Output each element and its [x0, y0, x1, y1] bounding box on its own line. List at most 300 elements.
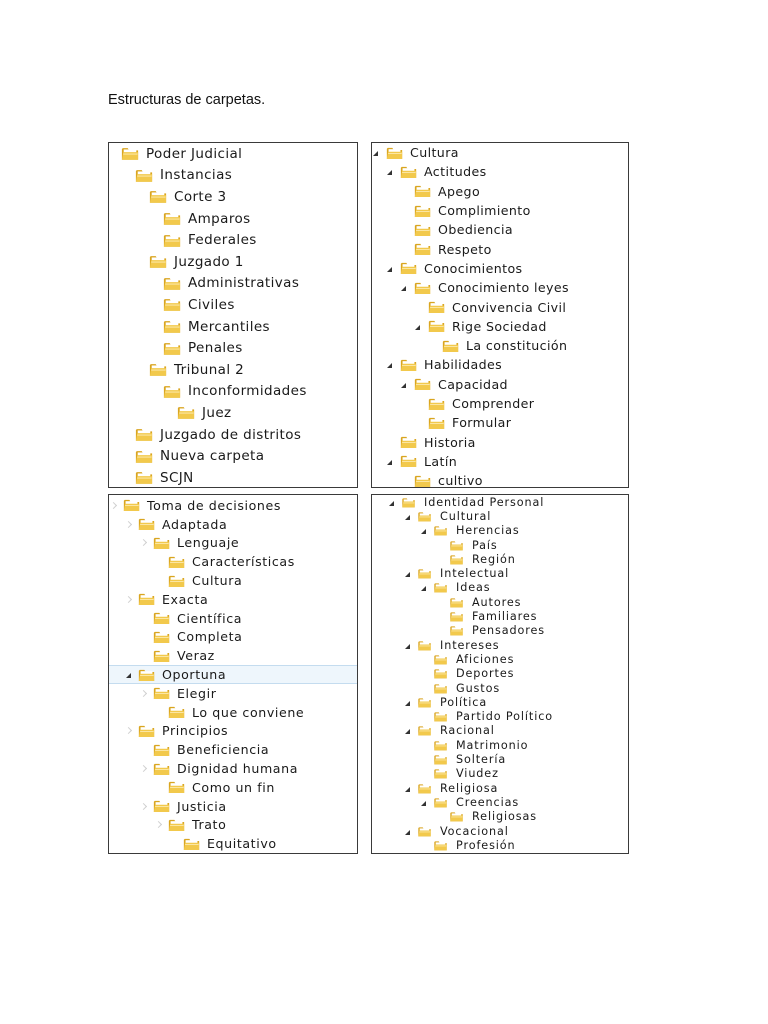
folder-icon: [400, 358, 417, 372]
arrow-spacer: [415, 305, 420, 310]
tree-item[interactable]: [109, 703, 357, 722]
tree-item[interactable]: [109, 359, 357, 381]
folder-icon-wrap: [168, 818, 185, 832]
folder-icon: [414, 242, 431, 256]
expand-arrow-icon[interactable]: [155, 821, 162, 828]
folder-icon: [149, 254, 167, 269]
folder-icon-wrap: [168, 780, 185, 794]
folder-icon: [168, 574, 185, 588]
expand-arrow-icon[interactable]: [125, 727, 132, 734]
folder-icon-wrap: [448, 597, 465, 608]
tree-item-label: Tribunal 2: [174, 361, 245, 378]
arrow-spacer: [171, 841, 176, 846]
tree-item[interactable]: [372, 375, 628, 394]
tree-item-label: Como un fin: [192, 779, 275, 795]
folder-icon: [168, 780, 185, 794]
tree-panel-poder-judicial: [108, 142, 358, 488]
tree-item[interactable]: [372, 259, 628, 278]
tree-item-label: Política: [440, 695, 488, 709]
folder-icon: [153, 762, 170, 776]
arrow-spacer: [401, 189, 406, 194]
folder-icon-wrap: [428, 300, 445, 314]
folder-icon: [138, 724, 155, 738]
tree-item-label: País: [472, 538, 498, 552]
tree-item-label: Veraz: [177, 648, 215, 664]
collapse-arrow-icon[interactable]: [387, 267, 392, 272]
tree-panel-identidad-personal: [371, 494, 629, 854]
folder-icon: [400, 261, 417, 275]
folder-icon-wrap: [168, 555, 185, 569]
tree-item[interactable]: [372, 240, 628, 259]
tree-item[interactable]: [109, 740, 357, 759]
tree-item-label: Respeto: [438, 241, 492, 257]
tree-item-label: Partido Político: [456, 710, 553, 724]
tree-item[interactable]: [109, 797, 357, 816]
folder-icon: [414, 223, 431, 237]
tree-item-label: Rige Sociedad: [452, 318, 547, 334]
arrow-spacer: [437, 600, 442, 605]
tree-item[interactable]: [109, 646, 357, 665]
folder-icon: [138, 668, 155, 682]
arrow-spacer: [141, 634, 146, 639]
folder-icon-wrap: [416, 511, 433, 522]
collapse-arrow-icon[interactable]: [421, 801, 426, 806]
tree-item-label: Complimiento: [438, 203, 531, 219]
collapse-arrow-icon[interactable]: [389, 501, 394, 506]
folder-icon: [400, 454, 417, 468]
tree-item[interactable]: [372, 297, 628, 316]
tree-item-label: Mercantiles: [188, 318, 270, 335]
folder-icon: [153, 536, 170, 550]
folder-icon: [428, 300, 445, 314]
folder-icon: [168, 818, 185, 832]
folder-icon: [400, 165, 417, 179]
tree-item[interactable]: [109, 273, 357, 295]
folder-icon-wrap: [432, 525, 449, 536]
folder-icon: [432, 525, 449, 536]
tree-item[interactable]: [372, 162, 628, 181]
tree-item-label: Pensadores: [472, 624, 546, 638]
collapse-arrow-icon[interactable]: [387, 170, 392, 175]
arrow-spacer: [156, 785, 161, 790]
folder-icon-wrap: [414, 242, 431, 256]
folder-icon-wrap: [442, 339, 459, 353]
tree-item-label: Convivencia Civil: [452, 299, 567, 315]
tree-panel-cultura: [371, 142, 629, 488]
folder-icon: [400, 435, 417, 449]
tree-item-label: Amparos: [188, 210, 251, 227]
tree-item[interactable]: [109, 778, 357, 797]
tree-item[interactable]: [109, 816, 357, 835]
folder-icon-wrap: [149, 254, 167, 269]
tree-item-label: Apego: [438, 183, 481, 199]
collapse-arrow-icon[interactable]: [405, 830, 410, 835]
tree-item-label: Ideas: [456, 581, 491, 595]
folder-icon-wrap: [153, 649, 170, 663]
folder-icon-wrap: [448, 811, 465, 822]
folder-icon: [163, 233, 181, 248]
tree-item-label: Racional: [440, 724, 495, 738]
folder-icon-wrap: [432, 711, 449, 722]
tree-item[interactable]: [109, 571, 357, 590]
tree-item[interactable]: [109, 665, 357, 684]
folder-icon: [168, 555, 185, 569]
arrow-spacer: [437, 628, 442, 633]
tree-item[interactable]: [109, 552, 357, 571]
tree-item[interactable]: [109, 467, 357, 488]
collapse-arrow-icon[interactable]: [401, 286, 406, 291]
tree-item-label: Región: [472, 552, 516, 566]
folder-icon-wrap: [448, 540, 465, 551]
folder-icon: [414, 184, 431, 198]
collapse-arrow-icon[interactable]: [387, 363, 392, 368]
tree-item-label: Religiosas: [472, 810, 537, 824]
folder-icon: [428, 416, 445, 430]
folder-icon: [163, 297, 181, 312]
folder-icon: [448, 625, 465, 636]
folder-icon-wrap: [153, 536, 170, 550]
tree-item-label: Cultura: [192, 573, 243, 589]
tree-item-label: Profesión: [456, 838, 516, 852]
tree-item-label: Poder Judicial: [146, 145, 243, 162]
tree-item-label: cultivo: [438, 473, 483, 488]
tree-item-label: Familiares: [472, 610, 538, 624]
folder-icon-wrap: [432, 797, 449, 808]
folder-icon-wrap: [432, 740, 449, 751]
folder-icon-wrap: [416, 783, 433, 794]
tree-item-label: Matrimonio: [456, 738, 529, 752]
tree-item[interactable]: [109, 251, 357, 273]
tree-item[interactable]: [109, 534, 357, 553]
tree-item[interactable]: [372, 738, 628, 752]
tree-item-label: Administrativas: [188, 275, 300, 292]
tree-item-label: Juez: [202, 404, 232, 421]
collapse-arrow-icon[interactable]: [415, 325, 420, 330]
collapse-arrow-icon[interactable]: [373, 151, 378, 156]
tree-item[interactable]: [372, 394, 628, 413]
tree-item[interactable]: [372, 182, 628, 201]
tree-item-label: Beneficiencia: [177, 742, 270, 758]
tree-item[interactable]: [372, 795, 628, 809]
folder-icon: [432, 768, 449, 779]
tree-item[interactable]: [372, 413, 628, 432]
tree-item-label: Habilidades: [424, 357, 503, 373]
folder-icon: [432, 740, 449, 751]
arrow-spacer: [421, 657, 426, 662]
folder-icon-wrap: [135, 168, 153, 183]
tree-item[interactable]: [372, 695, 628, 709]
tree-item-label: Juzgado 1: [174, 253, 244, 270]
folder-icon: [168, 705, 185, 719]
tree-item[interactable]: [109, 590, 357, 609]
arrow-spacer: [141, 616, 146, 621]
folder-icon: [135, 168, 153, 183]
tree-item-label: Lenguaje: [177, 535, 240, 551]
folder-icon-wrap: [153, 611, 170, 625]
folder-icon: [163, 276, 181, 291]
folder-icon: [123, 498, 140, 512]
tree-item[interactable]: [372, 752, 628, 766]
folder-icon-wrap: [135, 449, 153, 464]
arrow-spacer: [415, 401, 420, 406]
tree-item-label: Exacta: [162, 591, 209, 607]
tree-item-label: Dignidad humana: [177, 761, 299, 777]
collapse-arrow-icon[interactable]: [405, 729, 410, 734]
folder-icon: [432, 668, 449, 679]
folder-icon-wrap: [414, 204, 431, 218]
tree-item[interactable]: [372, 624, 628, 638]
tree-item[interactable]: [372, 838, 628, 852]
tree-item[interactable]: [109, 722, 357, 741]
expand-arrow-icon[interactable]: [125, 596, 132, 603]
folder-icon: [416, 697, 433, 708]
tree-item[interactable]: [372, 538, 628, 552]
tree-item[interactable]: [372, 638, 628, 652]
folder-icon: [428, 397, 445, 411]
folder-icon: [416, 826, 433, 837]
expand-arrow-icon[interactable]: [140, 539, 147, 546]
folder-icon: [442, 339, 459, 353]
folder-icon-wrap: [432, 582, 449, 593]
tree-item[interactable]: [109, 424, 357, 446]
tree-item[interactable]: [109, 445, 357, 467]
tree-item[interactable]: [372, 471, 628, 488]
folder-icon-wrap: [400, 358, 417, 372]
tree-item[interactable]: [109, 628, 357, 647]
tree-item[interactable]: [372, 452, 628, 471]
folder-icon-wrap: [414, 474, 431, 488]
folder-icon-wrap: [400, 497, 417, 508]
folder-icon: [448, 554, 465, 565]
tree-item[interactable]: [109, 402, 357, 424]
tree-item[interactable]: [372, 495, 628, 509]
collapse-arrow-icon[interactable]: [126, 673, 131, 678]
collapse-arrow-icon[interactable]: [405, 787, 410, 792]
folder-icon: [135, 470, 153, 485]
tree-item-label: Nueva carpeta: [160, 448, 265, 465]
tree-item[interactable]: [372, 767, 628, 781]
folder-icon-wrap: [138, 517, 155, 531]
folder-icon-wrap: [163, 233, 181, 248]
folder-icon-wrap: [416, 725, 433, 736]
folder-icon: [138, 592, 155, 606]
folder-icon-wrap: [153, 799, 170, 813]
tree-item-label: Herencias: [456, 524, 520, 538]
tree-item[interactable]: [372, 781, 628, 795]
folder-icon-wrap: [416, 640, 433, 651]
tree-item[interactable]: [372, 652, 628, 666]
arrow-spacer: [421, 757, 426, 762]
folder-icon: [153, 649, 170, 663]
collapse-arrow-icon[interactable]: [421, 529, 426, 534]
arrow-spacer: [437, 614, 442, 619]
tree-item[interactable]: [372, 433, 628, 452]
folder-icon-wrap: [135, 470, 153, 485]
tree-item-label: Lo que conviene: [192, 704, 305, 720]
folder-icon-wrap: [163, 211, 181, 226]
folder-icon-wrap: [149, 189, 167, 204]
folder-icon-wrap: [163, 297, 181, 312]
collapse-arrow-icon[interactable]: [387, 460, 392, 465]
tree-item-label: SCJN: [160, 469, 194, 486]
tree-item[interactable]: [372, 524, 628, 538]
folder-icon-wrap: [163, 276, 181, 291]
folder-icon-wrap: [163, 341, 181, 356]
tree-item[interactable]: [372, 810, 628, 824]
folder-icon: [414, 377, 431, 391]
arrow-spacer: [421, 686, 426, 691]
folder-icon-wrap: [448, 625, 465, 636]
folder-icon: [416, 783, 433, 794]
folder-icon-wrap: [138, 668, 155, 682]
folder-icon-wrap: [448, 554, 465, 565]
tree-item[interactable]: [109, 759, 357, 778]
folder-icon-wrap: [432, 683, 449, 694]
tree-item[interactable]: [109, 381, 357, 403]
tree-item-label: Conocimientos: [424, 260, 523, 276]
folder-icon-wrap: [432, 654, 449, 665]
expand-arrow-icon[interactable]: [140, 690, 147, 697]
collapse-arrow-icon[interactable]: [405, 644, 410, 649]
folder-icon: [153, 799, 170, 813]
expand-arrow-icon[interactable]: [125, 521, 132, 528]
arrow-spacer: [437, 814, 442, 819]
tree-item-label: Actitudes: [424, 164, 487, 180]
expand-arrow-icon[interactable]: [140, 765, 147, 772]
folder-icon: [414, 281, 431, 295]
folder-icon-wrap: [121, 146, 139, 161]
tree-item-label: Corte 3: [174, 188, 227, 205]
tree-item-label: Intelectual: [440, 567, 510, 581]
collapse-arrow-icon[interactable]: [405, 515, 410, 520]
folder-icon-wrap: [138, 724, 155, 738]
tree-item[interactable]: [372, 595, 628, 609]
folder-icon: [163, 341, 181, 356]
folder-icon: [153, 611, 170, 625]
tree-item-label: Federales: [188, 232, 257, 249]
tree-item[interactable]: [372, 201, 628, 220]
folder-icon: [432, 711, 449, 722]
page-heading: Estructuras de carpetas.: [108, 92, 266, 108]
folder-icon-wrap: [400, 261, 417, 275]
tree-item-label: Deportes: [456, 667, 515, 681]
tree-item[interactable]: [372, 567, 628, 581]
folder-icon-wrap: [163, 384, 181, 399]
folder-icon: [163, 211, 181, 226]
tree-item-label: Gustos: [456, 681, 501, 695]
tree-item[interactable]: [109, 609, 357, 628]
folder-icon-wrap: [432, 840, 449, 851]
arrow-spacer: [401, 478, 406, 483]
tree-item[interactable]: [109, 684, 357, 703]
tree-item[interactable]: [372, 355, 628, 374]
collapse-arrow-icon[interactable]: [401, 383, 406, 388]
collapse-arrow-icon[interactable]: [405, 701, 410, 706]
tree-item-label: Capacidad: [438, 376, 508, 392]
folder-icon: [163, 319, 181, 334]
folder-icon-wrap: [168, 574, 185, 588]
tree-item[interactable]: [372, 609, 628, 623]
arrow-spacer: [156, 578, 161, 583]
folder-icon: [448, 597, 465, 608]
expand-arrow-icon[interactable]: [110, 502, 117, 509]
collapse-arrow-icon[interactable]: [421, 586, 426, 591]
tree-item[interactable]: [109, 143, 357, 165]
tree-item-label: Oportuna: [162, 667, 227, 683]
folder-icon-wrap: [153, 762, 170, 776]
tree-item-label: Adaptada: [162, 516, 228, 532]
folder-icon-wrap: [432, 768, 449, 779]
arrow-spacer: [387, 440, 392, 445]
tree-item[interactable]: [372, 724, 628, 738]
folder-icon: [416, 568, 433, 579]
tree-item[interactable]: [109, 165, 357, 187]
tree-item[interactable]: [109, 229, 357, 251]
tree-item[interactable]: [372, 552, 628, 566]
tree-item[interactable]: [109, 294, 357, 316]
tree-item[interactable]: [109, 337, 357, 359]
folder-icon: [448, 811, 465, 822]
folder-icon: [400, 497, 417, 508]
folder-icon-wrap: [183, 837, 200, 851]
collapse-arrow-icon[interactable]: [405, 572, 410, 577]
tree-item[interactable]: [372, 509, 628, 523]
tree-item[interactable]: [372, 824, 628, 838]
tree-item[interactable]: [372, 317, 628, 336]
arrow-spacer: [141, 653, 146, 658]
folder-icon-wrap: [428, 319, 445, 333]
tree-panel-toma-de-decisiones: [108, 494, 358, 854]
tree-item-label: Civiles: [188, 296, 235, 313]
tree-item[interactable]: [372, 278, 628, 297]
folder-icon: [432, 840, 449, 851]
arrow-spacer: [415, 420, 420, 425]
folder-icon: [448, 540, 465, 551]
tree-item-label: La constitución: [466, 338, 568, 354]
folder-icon: [135, 427, 153, 442]
tree-item[interactable]: [109, 186, 357, 208]
expand-arrow-icon[interactable]: [140, 803, 147, 810]
arrow-spacer: [401, 208, 406, 213]
tree-item-label: Obediencia: [438, 222, 514, 238]
tree-item[interactable]: [372, 581, 628, 595]
tree-item-label: Religiosa: [440, 781, 499, 795]
tree-item-label: Cultura: [410, 145, 459, 161]
tree-item[interactable]: [109, 316, 357, 338]
tree-item[interactable]: [372, 667, 628, 681]
folder-icon-wrap: [149, 362, 167, 377]
folder-icon-wrap: [400, 454, 417, 468]
tree-item[interactable]: [109, 496, 357, 515]
tree-item-label: Penales: [188, 340, 243, 357]
tree-item[interactable]: [109, 208, 357, 230]
tree-item[interactable]: [109, 515, 357, 534]
folder-icon: [121, 146, 139, 161]
tree-item[interactable]: [372, 336, 628, 355]
tree-item[interactable]: [372, 220, 628, 239]
tree-item[interactable]: [372, 143, 628, 162]
folder-icon: [138, 517, 155, 531]
arrow-spacer: [421, 771, 426, 776]
tree-item[interactable]: [109, 834, 357, 853]
folder-icon-wrap: [400, 435, 417, 449]
folder-icon-wrap: [400, 165, 417, 179]
tree-item[interactable]: [372, 710, 628, 724]
folder-icon: [149, 362, 167, 377]
tree-item[interactable]: [372, 681, 628, 695]
tree-item-label: Principios: [162, 723, 229, 739]
folder-icon: [163, 384, 181, 399]
